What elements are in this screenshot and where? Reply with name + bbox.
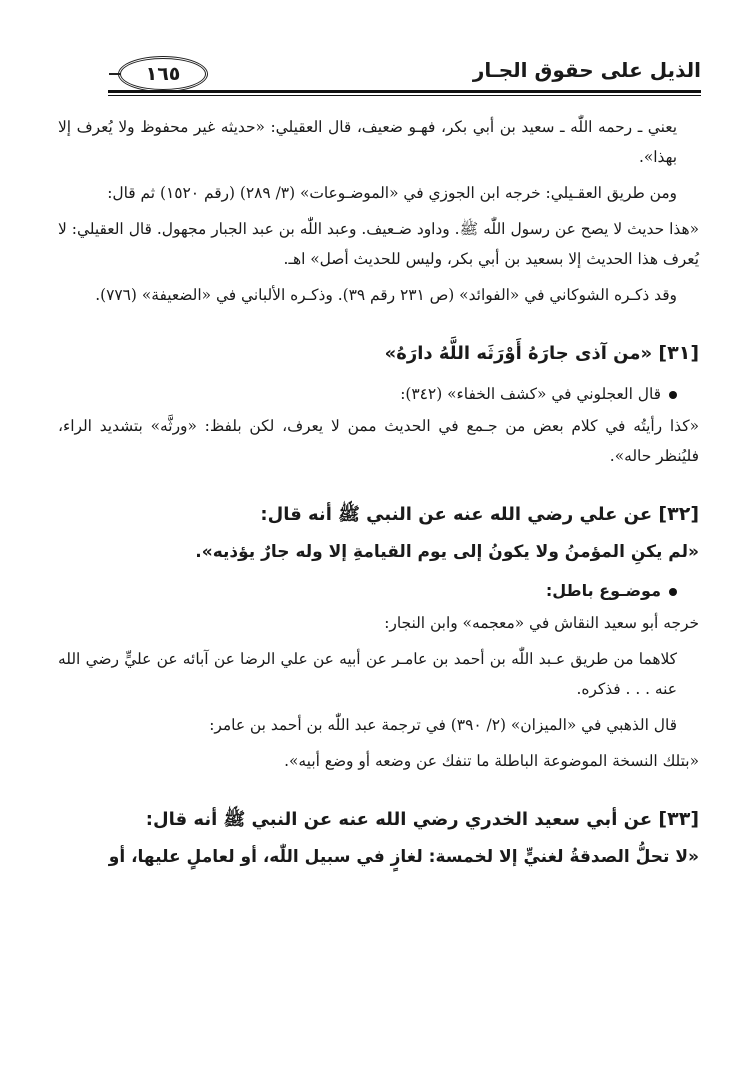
page-number-badge: ١٦٥ [118,56,208,92]
section-31-number: [٣١] [658,342,699,364]
section-32-number: [٣٢] [658,503,699,525]
section-31 [58,336,699,471]
section-32-verdict-text: موضـوع باطل: [545,581,661,600]
header-rule [108,90,701,93]
section-32 [58,497,699,776]
body-paragraph-3: وقد ذكـره الشوكاني في «الفوائد» (ص ٢٣١ رقم ٣٩). وذكـره الألباني في «الضعيفة» (٧٧٦). [95,286,677,304]
page-header [108,52,701,92]
section-33-number: [٣٣] [658,808,699,830]
bullet-icon [669,391,677,399]
section-32-verdict [58,576,699,606]
section-32-paragraph-1: خرجه أبو سعيد النقاش في «معجمه» وابن النجار: [384,614,699,632]
bullet-icon [669,588,677,596]
section-31-quote: «كذا رأيتُه في كلام بعض من جـمع في الحديث ممن لا يعرف، لكن بلفظ: «ورثَّه» بتشديد الراء، فليُنظر حاله». [58,417,699,465]
section-32-paragraph-4: «بتلك النسخة الموضوعة الباطلة ما تنفك عن وضعه أو وضع أبيه». [284,752,699,770]
section-31-title: «من آذى جارَهُ أَوْرَثَه اللَّهُ دارَهُ» [384,343,653,364]
header-rule-thin [108,95,701,96]
section-31-bullet-text: قال العجلوني في «كشف الخفاء» (٣٤٢): [400,385,661,403]
section-31-bullet [58,379,699,409]
section-33 [58,802,699,875]
section-33-hadith: «لا تحلُّ الصدقةُ لغنيٍّ إلا لخمسة: لغازٍ في سبيل اللّٰه، أو لعاملٍ عليها، أو [108,847,699,867]
section-31-heading [58,336,699,371]
section-33-heading [58,802,699,837]
page-body [58,112,699,881]
section-32-paragraph-2: كلاهما من طريق عـبد اللّٰه بن أحمد بن عامـر عن أبيه عن علي الرضا عن آبائه عن عليٍّ رضي الله عنه . . . فذكره. [58,650,677,698]
section-33-title: عن أبي سعيد الخدري رضي الله عنه عن النبي ﷺ أنه قال: [145,809,653,830]
section-32-title: عن علي رضي الله عنه عن النبي ﷺ أنه قال: [260,504,653,525]
section-32-heading [58,497,699,532]
section-32-hadith: «لم يكنِ المؤمنُ ولا يكونُ إلى يوم القيامةِ إلا وله جارٌ يؤذيه». [195,542,699,562]
body-quote-1: «هذا حديث لا يصح عن رسول اللّٰه ﷺ. وداود ضـعيف. وعبد اللّٰه بن عبد الجبار مجهول. قال العقيلي: لا يُعرف هذا الحديث إلا بسعيد بن أبي بكر، وليس للحديث أصل» اهـ. [58,220,699,268]
section-32-paragraph-3: قال الذهبي في «الميزان» (٢/ ٣٩٠) في ترجمة عبد اللّٰه بن أحمد بن عامر: [209,716,677,734]
body-paragraph-2: ومن طريق العقـيلي: خرجه ابن الجوزي في «الموضـوعات» (٣/ ٢٨٩) (رقم ١٥٢٠) ثم قال: [107,184,677,202]
body-paragraph-1: يعني ـ رحمه اللّٰه ـ سعيد بن أبي بكر، فهـو ضعيف، قال العقيلي: «حديثه غير محفوظ ولا يُعرف إلا بهذا». [58,118,677,166]
running-title: الذيل على حقوق الجـار [472,58,701,82]
